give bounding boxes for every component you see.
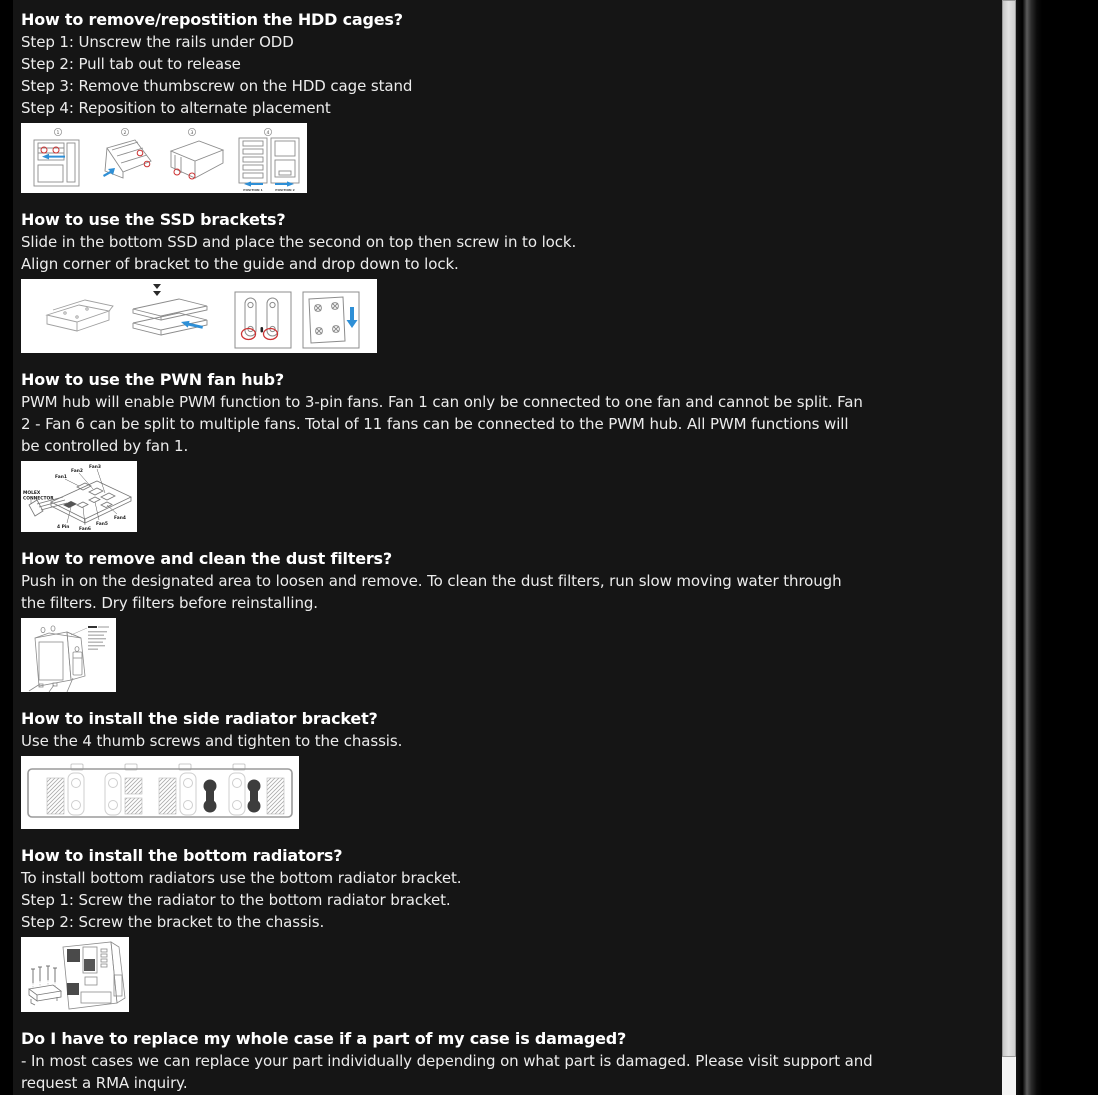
faq-answer-line: the filters. Dry filters before reinstalling. xyxy=(21,594,318,612)
faq-question: How to install the bottom radiators? xyxy=(21,846,343,865)
faq-question: How to use the SSD brackets? xyxy=(21,210,286,229)
faq-answer-line: be controlled by fan 1. xyxy=(21,437,189,455)
faq-answer-line: 2 - Fan 6 can be split to multiple fans. Total of 11 fans can be connected to the PWM hub. All PWM functions will xyxy=(21,415,849,433)
faq-answer-line: Step 1: Unscrew the rails under ODD xyxy=(21,33,294,51)
vertical-scrollbar-track[interactable] xyxy=(1002,0,1016,1095)
faq-section-dust-filters xyxy=(21,548,988,692)
faq-answer-line: Slide in the bottom SSD and place the second on top then screw in to lock. xyxy=(21,233,577,251)
faq-answer-line: Push in on the designated area to loosen and remove. To clean the dust filters, run slow moving water through xyxy=(21,572,842,590)
faq-question: How to use the PWN fan hub? xyxy=(21,370,284,389)
faq-section-side-radiator-bracket xyxy=(21,708,988,829)
faq-answer-line: PWM hub will enable PWM function to 3-pin fans. Fan 1 can only be connected to one fan and cannot be split. Fan xyxy=(21,393,863,411)
dust-filter-diagram xyxy=(21,618,988,692)
faq-answer-line: Step 2: Pull tab out to release xyxy=(21,55,241,73)
faq-answer-line: To install bottom radiators use the bottom radiator bracket. xyxy=(21,869,462,887)
faq-answer-line: request a RMA inquiry. xyxy=(21,1074,188,1092)
faq-answer-line: - In most cases we can replace your part individually depending on what part is damaged. Please visit support and xyxy=(21,1052,873,1070)
faq-section-ssd-brackets xyxy=(21,209,988,353)
molex-label-line1: MOLEX xyxy=(23,491,41,496)
faq-section-pwm-fan-hub xyxy=(21,369,988,532)
faq-answer-line: Step 1: Screw the radiator to the bottom radiator bracket. xyxy=(21,891,451,909)
ssd-bracket-diagram xyxy=(21,279,988,353)
fan3-label: Fan3 xyxy=(89,465,101,470)
bottom-radiator-diagram xyxy=(21,937,988,1012)
faq-section-rma xyxy=(21,1028,988,1094)
vertical-scrollbar-thumb[interactable] xyxy=(1002,0,1016,1057)
faq-content xyxy=(13,0,1002,1095)
fan4-label: Fan4 xyxy=(114,516,126,521)
position-2-label: POSITION 2 xyxy=(275,188,295,192)
window-edge-shadow xyxy=(1016,0,1042,1095)
faq-question: How to remove and clean the dust filters? xyxy=(21,549,392,568)
pin4-label: 4 Pin xyxy=(57,525,70,530)
faq-answer-line: Use the 4 thumb screws and tighten to the chassis. xyxy=(21,732,403,750)
faq-question: How to install the side radiator bracket? xyxy=(21,709,378,728)
panel-number: 2 xyxy=(123,130,127,136)
molex-label-line2: CONNECTOR xyxy=(23,496,54,502)
faq-section-bottom-radiators xyxy=(21,845,988,1012)
faq-question: How to remove/repostition the HDD cages? xyxy=(21,10,403,29)
fan5-label: Fan5 xyxy=(96,522,108,527)
panel-number: 3 xyxy=(190,130,194,136)
faq-answer-line: Step 3: Remove thumbscrew on the HDD cage stand xyxy=(21,77,413,95)
fan1-label: Fan1 xyxy=(55,475,67,480)
faq-question: Do I have to replace my whole case if a part of my case is damaged? xyxy=(21,1029,627,1048)
panel-number: 1 xyxy=(56,130,60,136)
fan2-label: Fan2 xyxy=(71,469,83,474)
faq-answer-line: Align corner of bracket to the guide and drop down to lock. xyxy=(21,255,459,273)
fan6-label: Fan6 xyxy=(79,527,91,532)
side-radiator-bracket-diagram xyxy=(21,756,988,829)
faq-section-hdd-cages xyxy=(21,9,988,193)
pwm-fan-hub-diagram xyxy=(21,461,988,532)
faq-answer-line: Step 4: Reposition to alternate placement xyxy=(21,99,331,117)
faq-answer-line: Step 2: Screw the bracket to the chassis. xyxy=(21,913,325,931)
position-1-label: POSITION 1 xyxy=(243,188,263,192)
hdd-cage-repositioning-diagram xyxy=(21,123,988,193)
panel-number: 4 xyxy=(266,130,270,136)
